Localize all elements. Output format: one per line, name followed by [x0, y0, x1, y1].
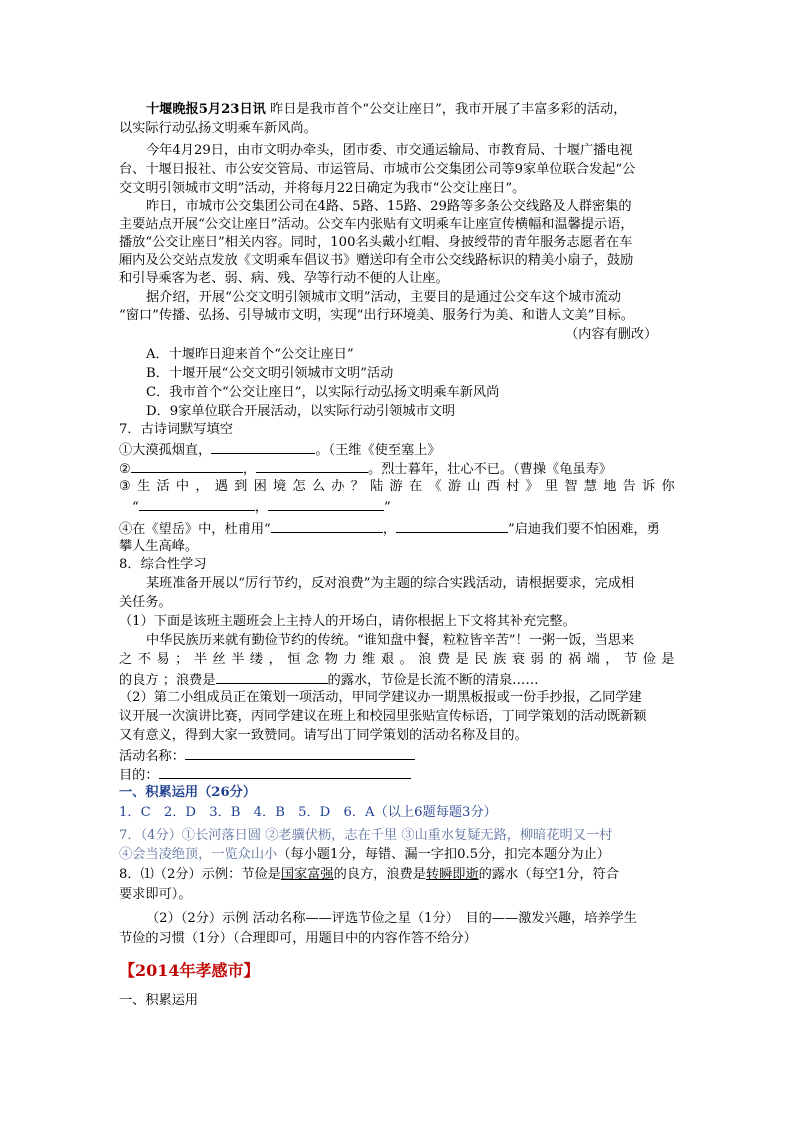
q8-opening-line1: 中华民族历来就有勤俭节约的传统。“谁知盘中餐，粒粒皆辛苦”！一粥一饭，当思来 [146, 633, 635, 648]
news-para2-line3: 交文明引领城市文明”活动，并将每月22日确定为我市“公交让座日”。 [119, 181, 526, 196]
blank[interactable] [396, 518, 508, 533]
blank[interactable] [139, 496, 255, 511]
q8-intro-line2: 关任务。 [119, 595, 172, 610]
q7-item4-line1: ④在《望岳》中，杜甫用“ ， ”启迪我们要不怕困难，勇 [119, 518, 660, 539]
blank[interactable] [211, 439, 315, 454]
q8-opening-line3: 的良方 ；浪费是 的露水，节俭是长流不断的清泉…… [119, 669, 539, 690]
next-section-heading: 【2014年孝感市】 [119, 961, 260, 980]
answer-section-heading: 一、积累运用（26分） [119, 785, 257, 800]
news-para1-line2: 以实际行动弘扬文明乘车新风尚。 [119, 121, 317, 136]
q7-title: 7．古诗词默写填空 [119, 422, 233, 437]
news-para2-line1: 今年4月29日，由市文明办牵头，团市委、市交通运输局、市教育局、十堰广播电视 [146, 143, 633, 158]
blank[interactable] [271, 518, 383, 533]
q8-activity-name: 活动名称： [119, 745, 415, 766]
news-para3-line1: 昨日，市城市公交集团公司在4路、5路、15路、29路等多条公交线路及人群密集的 [146, 199, 632, 214]
answer-q7-line2: ④会当凌绝顶，一览众山小（每小题1分，每错、漏一字扣0.5分，扣完本题分为止） [119, 847, 610, 862]
answer-q7-line1: 7．（4分）①长河落日圆 ②老骥伏枥，志在千里 ③山重水复疑无路，柳暗花明又一村 [119, 828, 613, 843]
q8-title: 8．综合性学习 [119, 557, 207, 572]
news-para2-line2: 台、十堰日报社、市公安交管局、市运管局、市城市公交集团公司等9家单位联合发起“公 [119, 162, 636, 177]
answer-q8-line4: 节俭的习惯（1分）（合理即可，用题目中的内容作答不给分） [119, 931, 477, 946]
blank[interactable] [216, 669, 328, 684]
q8-part1: （1）下面是该班主题班会上主持人的开场白，请你根据上下文将其补充完整。 [119, 614, 576, 629]
blank[interactable] [185, 745, 415, 760]
news-para1-line1: 十堰晚报5月23日讯 昨日是我市首个“公交让座日”，我市开展了丰富多彩的活动， [146, 102, 627, 117]
q8-purpose: 目的： [119, 764, 411, 785]
blank[interactable] [159, 764, 411, 779]
answer-q8-line3: （2）（2分）示例 活动名称——评选节俭之星（1分） 目的——激发兴趣，培养学生 [146, 911, 637, 926]
blank[interactable] [268, 496, 384, 511]
answer-q8-line2: 要求即可）。 [119, 887, 192, 902]
news-source-note: （内容有删改） [565, 327, 658, 342]
q8-opening-line2: 之 不 易 ； 半 丝 半 缕 ， 恒 念 物 力 维 艰 。 浪 费 是 民 族 衰 弱 的 祸 端 ， 节 俭 是 [119, 652, 675, 667]
q7-item2: ② ， 。烈士暮年，壮心不已。（曹操《龟虽寿》 [119, 458, 612, 479]
news-para4-line2: “窗口”传播、弘扬、引导城市文明，实现“出行环境美、服务行为美、和谐人文美”目标。 [119, 308, 634, 323]
q8-part2-line2: 议开展一次演讲比赛，丙同学建议在班上和校园里张贴宣传标语，丁同学策划的活动既新颖 [119, 709, 647, 724]
q7-item3-line1: ③ 生 活 中 ， 遇 到 困 境 怎 么 办 ？ 陆 游 在 《 游 山 西 村 》 里 智 慧 地 告 诉 你 [119, 479, 675, 494]
news-para3-line3: 播放“公交让座日”相关内容。同时，100名头戴小红帽、身披绶带的青年服务志愿者在车 [119, 235, 633, 250]
q8-part2-line1: （2）第二小组成员正在策划一项活动，甲同学建议办一期黑板报或一份手抄报，乙同学建 [119, 690, 642, 705]
answer-q8-line1: 8．⑴（2分）示例：节俭是国家富强的良方，浪费是转瞬即逝的露水（每空1分，符合 [119, 867, 619, 882]
q7-item1: ①大漠孤烟直， 。（王维《使至塞上》 [119, 439, 441, 460]
blank[interactable] [256, 458, 368, 473]
news-para3-line4: 厢内及公交站点发放《文明乘车倡议书》赠送印有全市公交线路标识的精美小扇子，鼓励 [119, 253, 634, 268]
answer-mc: 1．C 2．D 3．B 4．B 5．D 6．A（以上6题每题3分） [119, 805, 497, 820]
news-para4-line1: 据介绍，开展“公交文明引领城市文明”活动，主要目的是通过公交车这个城市流动 [146, 290, 622, 305]
next-subheading: 一、积累运用 [119, 993, 199, 1008]
option-b: B．十堰开展“公交文明引领城市文明”活动 [146, 366, 394, 381]
blank[interactable] [131, 458, 243, 473]
q7-item3-line2: “ ， ” [132, 496, 391, 517]
q7-item4-line2: 攀人生高峰。 [119, 539, 199, 554]
q8-part2-line3: 又有意义，得到大家一致赞同。请写出丁同学策划的活动名称及目的。 [119, 728, 528, 743]
news-para3-line2: 主要站点开展“公交让座日”活动。公交车内张贴有文明乘车让座宣传横幅和温馨提示语， [119, 217, 634, 232]
q8-intro-line1: 某班准备开展以“厉行节约，反对浪费”为主题的综合实践活动，请根据要求，完成相 [146, 576, 635, 591]
option-a: A．十堰昨日迎来首个“公交让座日” [146, 347, 354, 362]
option-c: C．我市首个“公交让座日”，以实际行动弘扬文明乘车新风尚 [146, 385, 500, 400]
news-lead: 十堰晚报5月23日讯 [146, 102, 266, 117]
option-d: D．9家单位联合开展活动，以实际行动引领城市文明 [146, 404, 456, 419]
news-para3-line5: 和引导乘客为老、弱、病、残、孕等行动不便的人让座。 [119, 271, 449, 286]
